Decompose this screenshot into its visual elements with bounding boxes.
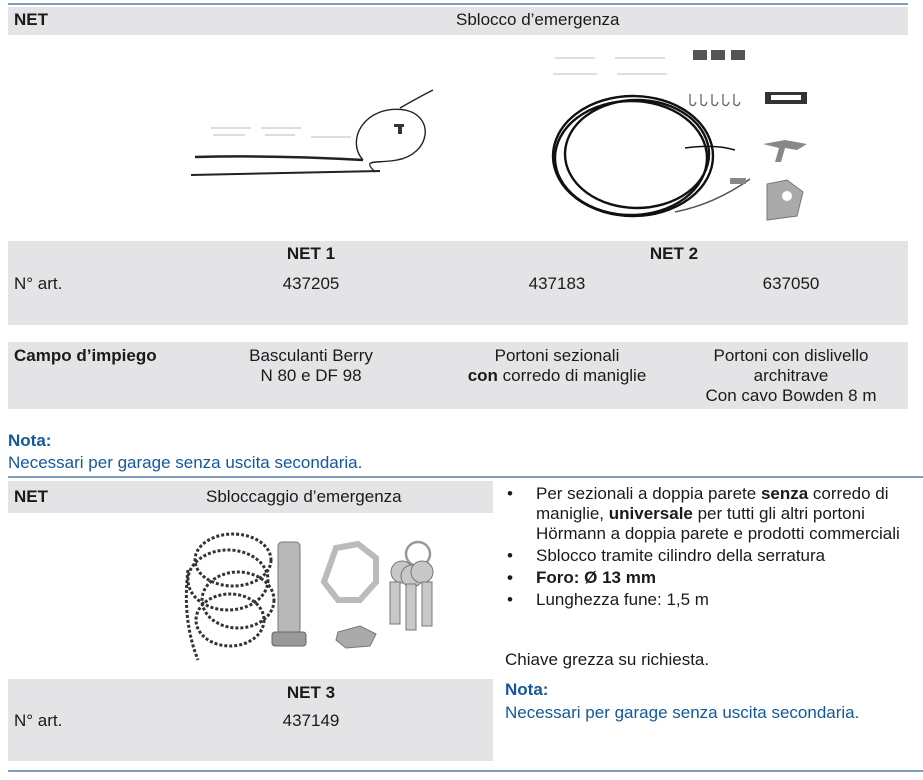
middle-rule [8, 476, 923, 478]
art-number-net3: 437149 [282, 711, 340, 730]
usage-col3-line3: Con cavo Bowden 8 m [705, 386, 877, 405]
feature-1-c: corredo di maniglie, [536, 484, 889, 523]
bottom-nota-title: Nota: [505, 680, 549, 699]
art-number-net2-a: 437183 [528, 274, 586, 293]
usage-col2-line2 [436, 366, 678, 386]
net3-name: NET 3 [286, 683, 336, 702]
feature-1-d: universale [608, 504, 693, 523]
feature-1-a: Per sezionali a doppia parete [536, 484, 761, 503]
feature-list [505, 484, 920, 612]
bottom-header-label: NET [14, 487, 48, 506]
bottom-nota-text: Necessari per garage senza uscita secondaria. [505, 703, 860, 722]
usage-col2-line1: Portoni sezionali [494, 346, 620, 365]
usage-col3 [680, 346, 902, 406]
feature-item: • Sblocco tramite cilindro della serratura [505, 546, 920, 566]
bottom-rule [8, 770, 923, 772]
feature-item: • Foro: Ø 13 mm [505, 568, 920, 588]
art-number-net2-b: 637050 [762, 274, 820, 293]
art-number-net1: 437205 [282, 274, 340, 293]
net2-product-image [545, 44, 815, 234]
net1-product-image [185, 88, 445, 188]
top-section-title: Sblocco d’emergenza [456, 10, 620, 29]
usage-col2 [436, 346, 678, 386]
top-nota-text: Necessari per garage senza uscita secondaria. [8, 453, 363, 472]
feature-item: • Lunghezza fune: 1,5 m [505, 590, 920, 610]
usage-label: Campo d’impiego [14, 346, 157, 365]
top-nota-title: Nota: [8, 431, 52, 450]
usage-col3-line2: architrave [753, 366, 829, 385]
feature-item [505, 484, 920, 544]
usage-col1 [211, 346, 411, 386]
art-label-bottom: N° art. [14, 711, 63, 730]
bottom-section-title: Sbloccaggio d’emergenza [206, 487, 402, 506]
art-label-top: N° art. [14, 274, 63, 293]
usage-col1-line1: Basculanti Berry [249, 346, 373, 365]
feature-1-b: senza [760, 484, 809, 503]
net3-product-image [178, 520, 448, 670]
usage-col3-line1: Portoni con dislivello [713, 346, 869, 365]
extra-note: Chiave grezza su richiesta. [505, 650, 710, 669]
net1-name: NET 1 [286, 244, 336, 263]
top-header-label: NET [14, 10, 48, 29]
net2-name: NET 2 [649, 244, 699, 263]
feature-1-e: per tutti gli altri portoni Hörmann a doppia parete e prodotti commerciali [536, 504, 900, 543]
top-rule [8, 3, 908, 5]
usage-col2-bold: con [467, 366, 498, 385]
usage-col1-line2: N 80 e DF 98 [260, 366, 362, 385]
usage-col2-rest: corredo di maniglie [497, 366, 647, 385]
